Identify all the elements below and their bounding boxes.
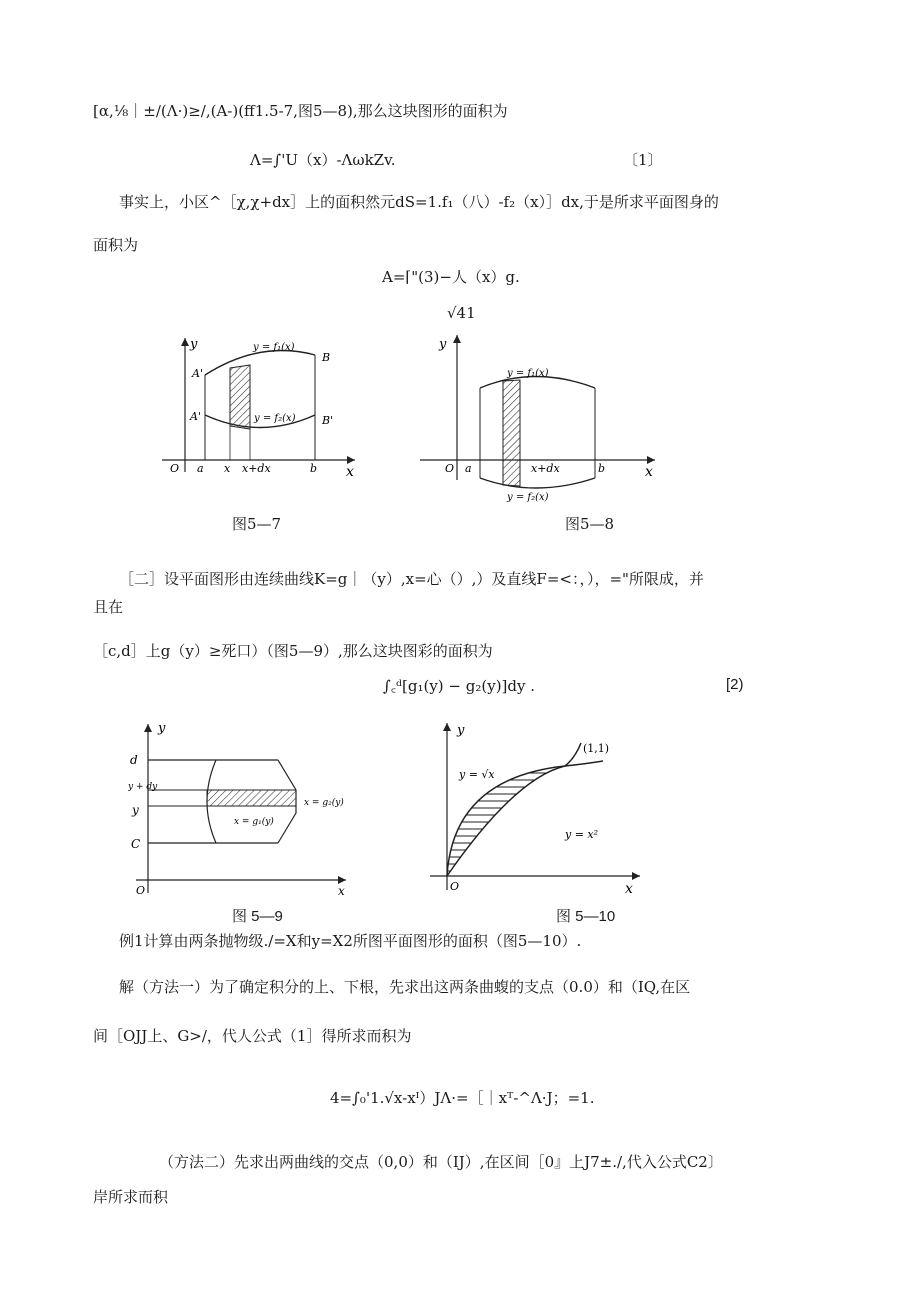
- x-axis-label: x: [625, 881, 633, 897]
- y-axis-label: y: [158, 721, 166, 736]
- point-B-label: B: [322, 351, 331, 364]
- figure-5-7: [150, 330, 365, 480]
- y-axis-label: y: [190, 337, 198, 352]
- origin-label: O: [450, 880, 460, 893]
- c-label: C: [131, 837, 141, 851]
- equation-1-number: 〔1〕: [623, 151, 663, 169]
- y-axis-label: y: [457, 723, 465, 738]
- curve-sqrt-label: y = √x: [459, 768, 495, 781]
- equation-2-sub: √41: [447, 304, 476, 322]
- x-axis-label: x: [645, 464, 653, 480]
- paragraph-line: [α,⅛｜±∕(Λ·)≥/,(A-)(ff1.5-7,图5—8),那么这块图形的面积为: [93, 102, 508, 120]
- paragraph-line: 且在: [93, 598, 124, 616]
- figure-5-10: [425, 718, 650, 898]
- x-axis-label: x: [338, 884, 345, 896]
- paragraph-line: 事实上，小区^［χ,χ+dx］上的面积然元dS=1.f₁（八）-f₂（x）］dx,于是所求平面图身的: [119, 193, 719, 211]
- a-label: a: [197, 462, 204, 475]
- origin-label: O: [445, 462, 455, 475]
- equation-3-number: [2): [726, 676, 744, 693]
- paragraph-line: ［c,d］上g（y）≥死口）（图5—9）,那么这块图彩的面积为: [93, 642, 493, 660]
- x-label: x: [224, 462, 231, 475]
- point-A-label: A': [192, 367, 203, 380]
- equation-4: 4=∫₀'1.√x-xᴵ）JΛ·=［｜xᵀ-^Λ·J；=1.: [330, 1089, 595, 1107]
- b-label: b: [310, 462, 318, 475]
- a-label: a: [465, 462, 472, 475]
- paragraph-line: （方法二）先求出两曲线的交点（0,0）和（IJ）,在区间［0』上J7±./,代入公式C2〕: [159, 1153, 723, 1171]
- equation-3: ∫꜀ᵈ[g₁(y) − g₂(y)]dy .: [383, 677, 536, 695]
- paragraph-line: 岸所求而积: [93, 1188, 169, 1206]
- curve-f1-label: y = f₁(x): [507, 368, 549, 379]
- paragraph-line: 间［OJJ上、G>/，代人公式（1］得所求而积为: [93, 1027, 412, 1045]
- paragraph-line: 例1计算由两条抛物级./=X和y=X2所图平面图形的面积（图5—10）.: [119, 932, 582, 950]
- curve-f2-label: y = f₂(x): [254, 413, 296, 424]
- figure-5-9: [128, 718, 353, 896]
- point-B-prime-label: B': [322, 414, 334, 427]
- equation-1: Λ=∫'U（x）-ΛωkZv.: [250, 151, 396, 169]
- curve-g1-label: x = g₁(y): [234, 817, 274, 827]
- figure-5-8-caption: 图5—8: [565, 515, 615, 533]
- curve-square-label: y = x²: [565, 828, 599, 841]
- y-label: y: [132, 803, 139, 817]
- origin-label: O: [170, 462, 180, 475]
- point-A-prime-label: A': [190, 410, 201, 423]
- paragraph-line: ［二］设平面图形由连续曲线K=g｜（y）,x=心（）,）及直线F=<：，），="所限成，并: [119, 570, 704, 588]
- equation-2: A=⌈"(3)−人（x）g.: [382, 268, 520, 286]
- x-axis-label: x: [346, 464, 354, 480]
- intersection-point-label: (1,1): [583, 742, 610, 755]
- xdx-label: x+dx: [531, 462, 560, 475]
- paragraph-line: 面积为: [93, 236, 139, 254]
- y-axis-label: y: [439, 337, 447, 352]
- figure-5-8: [415, 330, 665, 510]
- xdx-label: x+dx: [242, 462, 271, 475]
- curve-f2-label: y = f₂(x): [507, 492, 549, 503]
- figure-5-9-caption: 图 5—9: [232, 908, 283, 925]
- curve-f1-label: y = f₁(x): [253, 342, 295, 353]
- b-label: b: [598, 462, 606, 475]
- ydy-label: y + dy: [128, 782, 158, 792]
- origin-label: O: [136, 884, 146, 896]
- d-label: d: [130, 753, 138, 767]
- figure-5-10-caption: 图 5—10: [556, 908, 616, 925]
- paragraph-line: 解（方法一）为了确定积分的上、下根，先求出这两条曲蝮的支点（0.0）和（IQ,在区: [119, 978, 691, 996]
- curve-g2-label: x = g₂(y): [304, 798, 344, 808]
- figure-5-7-caption: 图5—7: [232, 515, 282, 533]
